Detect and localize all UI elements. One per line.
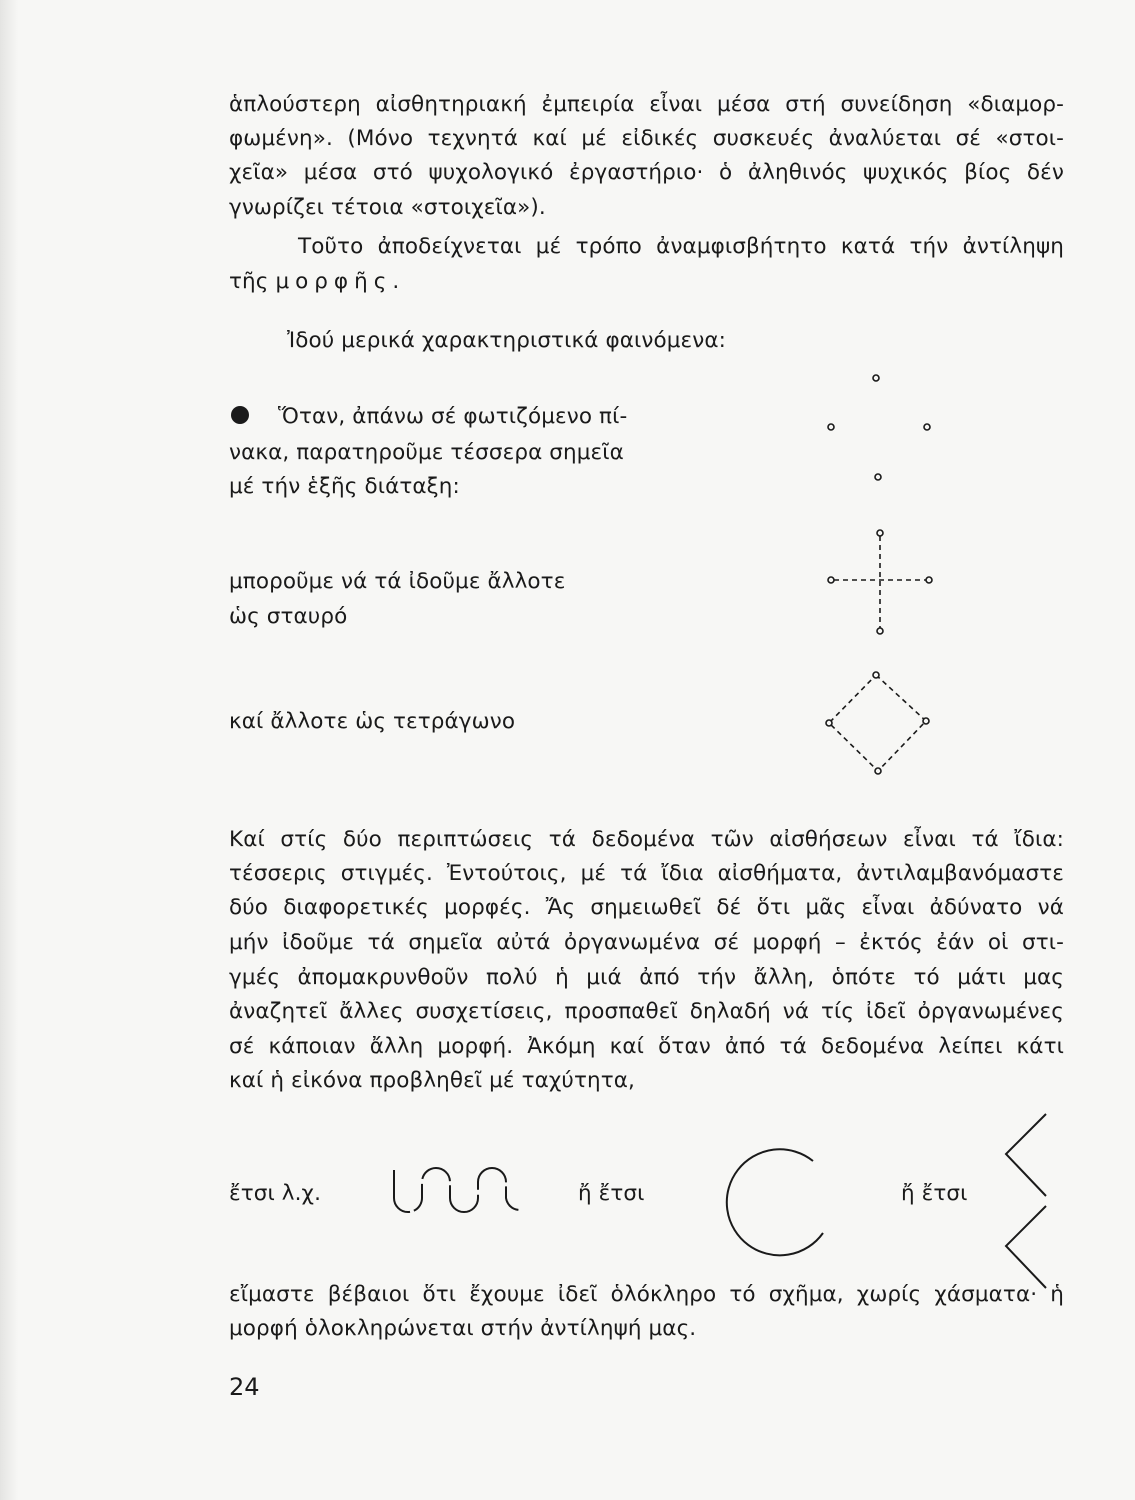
wave-figure (380, 1160, 530, 1230)
text-line: γμές ἀπομακρυνθοῦν πολύ ἡ μιά ἀπό τήν ἄλλη, ὁπότε τό μάτι μας (229, 965, 1064, 990)
cross-figure (820, 525, 940, 645)
four-dots-figure (820, 370, 940, 490)
page-number: 24 (229, 1373, 260, 1401)
text-line: καί ἡ εἰκόνα προβληθεῖ μέ ταχύτητα, (229, 1068, 635, 1093)
text-line: χεῖα» μέσα στό ψυχολογικό ἐργαστήριο· ὁ ἀληθινός ψυχικός βίος δέν (229, 160, 1064, 185)
text-word: τῆς (229, 269, 269, 294)
text-line: τέσσερις στιγμές. Ἐντούτοις, μέ τά ἴδια αἰσθήματα, ἀντιλαμβανόμαστε (229, 861, 1064, 886)
circle-figure (715, 1135, 845, 1265)
text-line: ἔτσι λ.χ. (229, 1181, 322, 1206)
text-line: μορφή ὁλοκληρώνεται στήν ἀντίληψή μας. (229, 1316, 697, 1341)
text-line: μέ τήν ἑξῆς διάταξη: (229, 474, 460, 499)
text-line: μήν ἰδοῦμε τά σημεῖα αὐτά ὀργανωμένα σέ μορφή – ἐκτός ἐάν οἱ στι- (229, 930, 1064, 955)
text-line: φωμένη». (Μόνο τεχνητά καί μέ εἰδικές συσκευές ἀναλύεται σέ «στοι- (229, 126, 1064, 151)
square-figure (820, 665, 940, 785)
text-line: μποροῦμε νά τά ἰδοῦμε ἄλλοτε (229, 569, 566, 594)
text-line: Ἰδού μερικά χαρακτηριστικά φαινόμενα: (287, 328, 726, 353)
bullet-icon (231, 406, 249, 424)
text-line: εἴμαστε βέβαιοι ὅτι ἔχουμε ἰδεῖ ὁλόκληρο τό σχῆμα, χωρίς χάσματα· ἡ (229, 1282, 1064, 1307)
text-line: ἤ ἔτσι (578, 1181, 645, 1206)
text-line: δύο διαφορετικές μορφές. Ἄς σημειωθεῖ δέ ὅτι μᾶς εἶναι ἀδύνατο νά (229, 895, 1064, 920)
text-line: καί ἄλλοτε ὡς τετράγωνο (229, 709, 516, 734)
text-line: Τοῦτο ἀποδείχνεται μέ τρόπο ἀναμφισβήτητο κατά τήν ἀντίληψη (298, 234, 1064, 259)
text-line: Ὅταν, ἀπάνω σέ φωτιζόμενο πί- (278, 404, 628, 429)
text-line (229, 267, 405, 297)
zigzag-figure (998, 1108, 1058, 1298)
text-line: Καί στίς δύο περιπτώσεις τά δεδομένα τῶν αἰσθήσεων εἶναι τά ἴδια: (229, 827, 1064, 852)
text-line: νακα, παρατηροῦμε τέσσερα σημεῖα (229, 440, 624, 465)
text-line: ὡς σταυρό (229, 604, 348, 629)
text-line: ἤ ἔτσι (901, 1181, 968, 1206)
text-line: ἁπλούστερη αἰσθητηριακή ἐμπειρία εἶναι μέσα στή συνείδηση «διαμορ- (229, 92, 1064, 117)
text-line: ἀναζητεῖ ἄλλες συσχετίσεις, προσπαθεῖ δηλαδή νά τίς ἰδεῖ ὀργανωμένες (229, 999, 1064, 1024)
text-line: γνωρίζει τέτοια «στοιχεῖα»). (229, 195, 546, 220)
page-edge (0, 0, 18, 1500)
text-line: σέ κάποιαν ἄλλη μορφή. Ἀκόμη καί ὅταν ἀπό τά δεδομένα λείπει κάτι (229, 1034, 1064, 1059)
emphasized-word: μορφῆς. (275, 269, 406, 294)
